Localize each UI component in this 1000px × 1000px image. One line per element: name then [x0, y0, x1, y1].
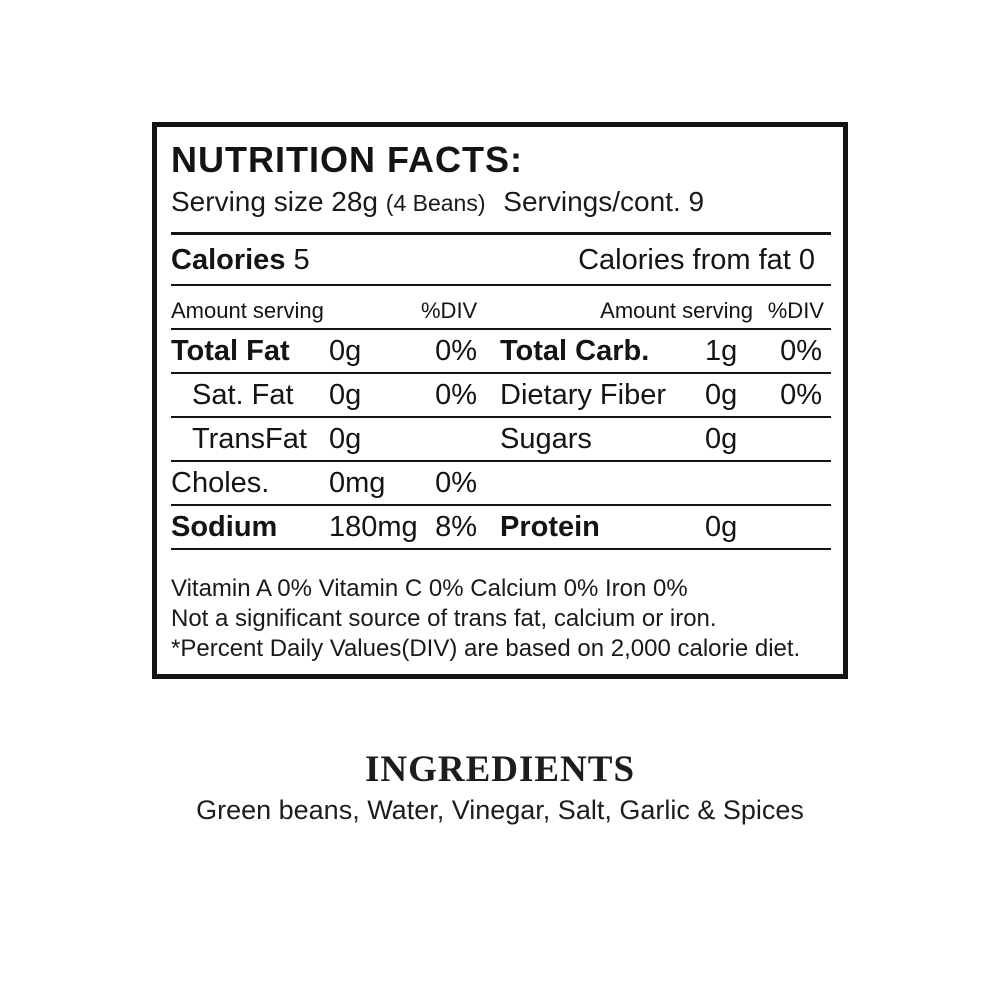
nutrient-label: TransFat — [192, 422, 307, 455]
nutrient-value: 180mg — [329, 510, 418, 543]
nutrient-value: 0g — [329, 334, 362, 367]
nutrient-label: Protein — [500, 510, 600, 543]
table-row — [171, 330, 831, 374]
nutrient-label: Total Fat — [171, 334, 290, 367]
serving-size-note: (4 Beans) — [385, 190, 486, 216]
calories-row — [171, 232, 831, 286]
nutrient-label: Sugars — [500, 422, 592, 455]
ingredients-list: Green beans, Water, Vinegar, Salt, Garlic & Spices — [196, 795, 804, 825]
nutrient-label: Sat. Fat — [192, 378, 294, 411]
nutrient-label: Total Carb. — [500, 334, 650, 367]
not-significant-line: Not a significant source of trans fat, calcium or iron. — [171, 605, 717, 632]
percent-div-header-right: %DIV — [767, 298, 824, 323]
ingredients-heading: INGREDIENTS — [364, 749, 636, 790]
footnotes — [171, 574, 831, 664]
nutrient-value: 0g — [705, 378, 738, 411]
amount-serving-header-right: Amount serving — [600, 298, 753, 323]
nutrient-value: 0g — [705, 510, 738, 543]
table-header-row — [171, 286, 831, 330]
nutrient-label: Sodium — [171, 510, 278, 543]
nutrient-percent: 0% — [435, 466, 477, 499]
nutrient-percent: 0% — [780, 334, 822, 367]
calories-left — [171, 244, 310, 276]
nutrient-label: Dietary Fiber — [500, 378, 666, 411]
ingredients-section — [0, 750, 1000, 826]
amount-serving-header-left: Amount serving — [171, 298, 324, 323]
servings-per-container: Servings/cont. 9 — [503, 186, 705, 217]
table-row — [171, 374, 831, 418]
nutrient-percent: 8% — [435, 510, 477, 543]
nutrient-value: 0g — [705, 422, 738, 455]
percent-div-header-left: %DIV — [421, 298, 478, 323]
nutrient-value: 0g — [329, 422, 362, 455]
nutrient-percent: 0% — [435, 378, 477, 411]
table-row — [171, 462, 831, 506]
serving-size-text: Serving size 28g — [171, 186, 379, 217]
table-row — [171, 506, 831, 550]
nutrient-label: Choles. — [171, 466, 270, 499]
nutrient-value: 0g — [329, 378, 362, 411]
nutrition-facts-title: NUTRITION FACTS: — [171, 139, 523, 180]
nutrient-value: 1g — [705, 334, 738, 367]
table-row — [171, 418, 831, 462]
nutrient-percent: 0% — [780, 378, 822, 411]
calories-label: Calories — [171, 244, 286, 276]
nutrient-percent: 0% — [435, 334, 477, 367]
calories-value: 5 — [293, 244, 310, 276]
vitamins-line: Vitamin A 0% Vitamin C 0% Calcium 0% Iron 0% — [171, 575, 688, 602]
nutrient-value: 0mg — [329, 466, 386, 499]
calories-from-fat: Calories from fat 0 — [578, 244, 815, 276]
serving-size-line — [171, 185, 831, 220]
nutrition-facts-panel — [152, 122, 848, 679]
percent-daily-values-line: *Percent Daily Values(DIV) are based on 2,000 calorie diet. — [171, 635, 801, 662]
